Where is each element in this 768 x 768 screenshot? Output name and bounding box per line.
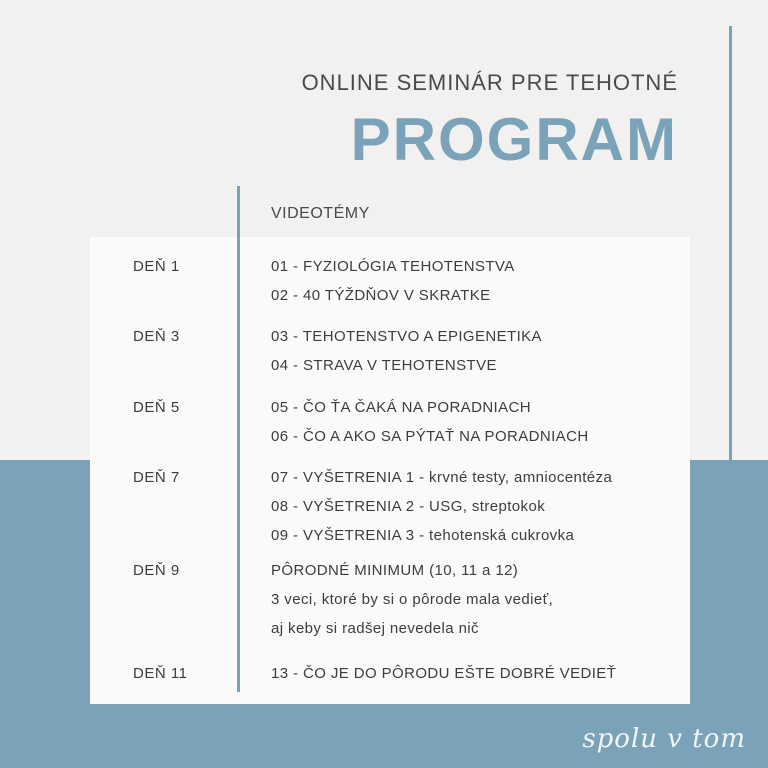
day-label: DEŇ 11 [133, 665, 188, 682]
day-label: DEŇ 7 [133, 469, 180, 486]
schedule-divider [237, 186, 240, 692]
topic-item: 04 - STRAVA V TEHOTENSTVE [271, 357, 497, 374]
topic-item: 02 - 40 TÝŽDŇOV V SKRATKE [271, 287, 491, 304]
topic-item: 06 - ČO A AKO SA PÝTAŤ NA PORADNIACH [271, 428, 589, 445]
topic-item: 13 - ČO JE DO PÔRODU EŠTE DOBRÉ VEDIEŤ [271, 665, 617, 682]
day-label: DEŇ 9 [133, 562, 180, 579]
topic-item: 09 - VYŠETRENIA 3 - tehotenská cukrovka [271, 527, 575, 544]
day-label: DEŇ 1 [133, 258, 180, 275]
topic-item: 07 - VYŠETRENIA 1 - krvné testy, amniocentéza [271, 469, 613, 486]
column-header-videotopics: VIDEOTÉMY [271, 205, 370, 222]
right-accent-line [729, 26, 732, 460]
topic-item: 03 - TEHOTENSTVO A EPIGENETIKA [271, 328, 542, 345]
topic-item: 08 - VYŠETRENIA 2 - USG, streptokok [271, 498, 546, 515]
day-label: DEŇ 5 [133, 399, 180, 416]
topic-item: aj keby si radšej nevedela nič [271, 620, 479, 637]
topic-item: 3 veci, ktoré by si o pôrode mala vedieť, [271, 591, 554, 608]
day-label: DEŇ 3 [133, 328, 180, 345]
page-title: PROGRAM [350, 106, 678, 173]
topic-item: 01 - FYZIOLÓGIA TEHOTENSTVA [271, 258, 515, 275]
topic-item: 05 - ČO ŤA ČAKÁ NA PORADNIACH [271, 399, 531, 416]
topic-item: PÔRODNÉ MINIMUM (10, 11 a 12) [271, 562, 519, 579]
page-subtitle: ONLINE SEMINÁR PRE TEHOTNÉ [301, 70, 678, 95]
brand-logo: spolu v tom [582, 724, 746, 754]
